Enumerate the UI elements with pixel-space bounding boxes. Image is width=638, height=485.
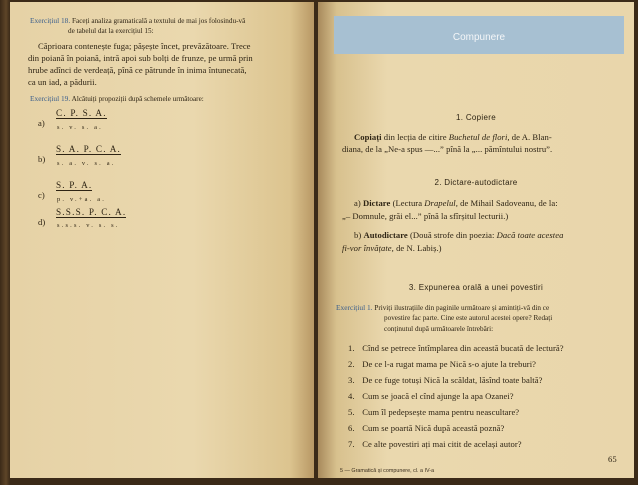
scheme-bottom: s.s.s. v. s. s. xyxy=(57,222,120,229)
page-number: 65 xyxy=(608,454,617,464)
exercise-19-heading xyxy=(30,94,204,103)
question-item: 1. Cînd se petrece întîmplarea din această bucată de lectură? xyxy=(348,343,564,353)
scheme-top: S. P. A. xyxy=(56,180,93,190)
exercise-19-label: Exercițiul 19. xyxy=(30,94,71,103)
question-item: 6. Cum se poartă Nică după această poznă? xyxy=(348,423,505,433)
autodictare-line: b) Autodictare (Două strofe din poezia: Dacă toate acestea xyxy=(354,230,564,240)
question-item: 5. Cum îl pedepsește mama pentru neascultare? xyxy=(348,407,520,417)
dictare-line: „– Domnule, grăi el...” pînă la sfîrșitul lecturii.) xyxy=(342,211,509,221)
scheme-bottom: s. v. s. a. xyxy=(57,124,103,131)
exercise-18-instruction-cont: de tabelul dat la exercițiul 15: xyxy=(68,27,154,35)
exercise-1-instruction: Priviți ilustrațiile din paginile următoare și amintiți-vă din ce xyxy=(374,304,550,312)
paragraph-line: Căprioara contenește fuga; pășește încet, prevăzătoare. Trece xyxy=(38,41,251,51)
section-heading-copiere: 1. Copiere xyxy=(456,113,496,122)
exercise-1-heading xyxy=(336,303,549,312)
footer-note: 5 — Gramatică și compunere, cl. a IV-a xyxy=(340,468,435,474)
exercise-18-instruction: Faceți analiza gramaticală a textului de mai jos folosindu-vă xyxy=(72,17,246,25)
section-banner xyxy=(334,16,624,54)
autodictare-line: fi-vor învățate, de N. Labiș.) xyxy=(342,243,442,253)
paragraph-line: hrube adînci de verdeață, pînă ce pătrunde în inima întunecată, xyxy=(28,65,247,75)
scheme-letter: d) xyxy=(38,217,46,227)
right-page xyxy=(318,2,634,478)
scheme-bottom: p. v.+a. a. xyxy=(57,196,107,203)
scheme-letter: b) xyxy=(38,154,46,164)
exercise-18-label: Exercițiul 18. xyxy=(30,16,71,25)
scheme-top: S. A. P. C. A. xyxy=(56,144,122,154)
banner-title: Compunere xyxy=(452,32,506,43)
scheme-letter: c) xyxy=(38,190,45,200)
left-page xyxy=(10,2,314,478)
scheme-letter: a) xyxy=(38,118,45,128)
question-item: 3. De ce fuge totuși Nică la scăldat, lăsînd toate baltă? xyxy=(348,375,543,385)
exercise-19-instruction: Alcătuiți propoziții după schemele următoare: xyxy=(71,95,204,103)
exercise-1-label: Exercițiul 1. xyxy=(336,303,373,312)
question-item: 2. De ce l-a rugat mama pe Nică s-o ajute la treburi? xyxy=(348,359,537,369)
paragraph-line: ca un iad, a pădurii. xyxy=(28,77,97,87)
copiere-line: diana, de la „Ne-a spus —...” pînă la „... pămîntului nostru”. xyxy=(342,144,553,154)
dictare-line: a) Dictare (Lectura Drapelul, de Mihail Sadoveanu, de la: xyxy=(354,198,558,208)
exercise-18-heading xyxy=(30,16,245,25)
scheme-top: C. P. S. A. xyxy=(56,108,107,118)
question-item: 7. Ce alte povestiri ați mai citit de același autor? xyxy=(348,439,522,449)
scheme-bottom: s. a. v. s. a. xyxy=(57,160,116,167)
copiere-line: Copiați din lecția de citire Buchetul de flori, de A. Blan- xyxy=(354,132,552,142)
question-item: 4. Cum se joacă el cînd ajunge la apa Ozanei? xyxy=(348,391,514,401)
section-heading-dictare: 2. Dictare-autodictare xyxy=(434,178,518,187)
exercise-1-instruction-cont: conținutul după următoarele întrebări: xyxy=(384,325,494,333)
scheme-top: S.S.S. P. C. A. xyxy=(56,207,127,217)
section-heading-expunere: 3. Expunerea orală a unei povestiri xyxy=(408,283,544,292)
paragraph-line: din poiană în poiană, intră apoi sub bolți de frunze, pe urmă prin xyxy=(28,53,253,63)
exercise-1-instruction-cont: povestire fac parte. Cine este autorul acestei opere? Redați xyxy=(384,314,553,322)
